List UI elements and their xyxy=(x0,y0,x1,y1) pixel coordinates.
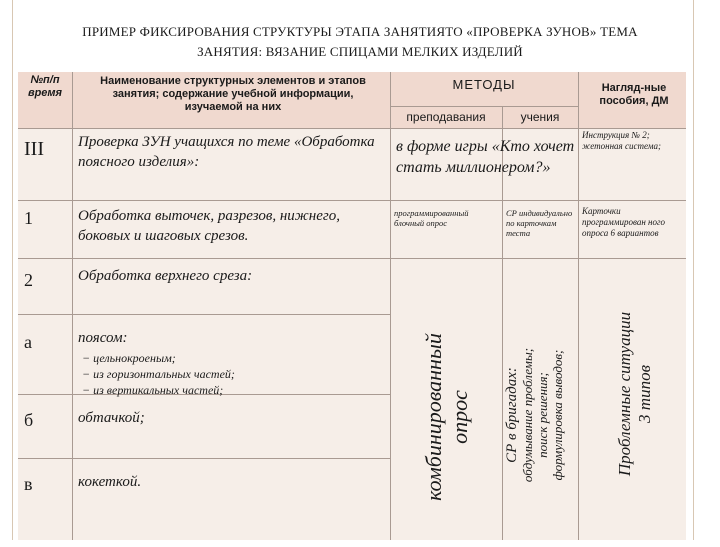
header-methods: МЕТОДЫ xyxy=(452,77,516,92)
instruction-aid: Инструкция № 2; жетонная система; xyxy=(582,130,661,151)
row-text-top-edge: Обработка верхнего среза: xyxy=(78,268,253,284)
game-method: в форме игры «Кто хочет стать миллионером?» xyxy=(396,138,575,176)
header-elements: Наименование структурных элементов и этапов занятия; содержание учебной информации, изучаемой на них xyxy=(100,75,366,113)
row-num-b: б xyxy=(24,410,34,430)
quiz-cards-aid: Карточки программирован ного опроса 6 вариантов xyxy=(582,206,666,238)
group-work-vertical: СР в бригадах: обдумывание проблемы; поиск решения; формулировка выводов; xyxy=(504,347,565,483)
row-text-darts: Обработка выточек, разрезов, нижнего, боковых и шаговых срезов. xyxy=(78,208,340,244)
belt-options-list xyxy=(78,350,384,398)
row-text-yoke: кокеткой. xyxy=(78,474,142,490)
row-num-2: 2 xyxy=(24,270,33,290)
row-num-v: в xyxy=(24,474,33,494)
row-text-facing: обтачкой; xyxy=(78,410,145,426)
row-text-belt: поясом: xyxy=(78,330,128,346)
programmed-quiz: программированный блочный опрос xyxy=(394,208,469,228)
belt-option: − из вертикальных частей; xyxy=(82,383,224,397)
problem-situations-vertical: Проблемные ситуации 3 типов xyxy=(615,311,654,477)
slide-title-line1: ПРИМЕР ФИКСИРОВАНИЯ СТРУКТУРЫ ЭТАПА ЗАНЯТИЯТО «ПРОВЕРКА ЗУНОВ» ТЕМА xyxy=(82,24,638,39)
row-num-1: 1 xyxy=(24,208,33,228)
row-text-check: Проверка ЗУН учащихся по теме «Обработка поясного изделия»: xyxy=(78,134,375,170)
header-visual-aids: Нагляд-ные пособия, ДМ xyxy=(599,82,669,107)
header-number-time: №п/п время xyxy=(27,74,63,99)
belt-option: − цельнокроеным; xyxy=(82,351,176,365)
row-num-III: III xyxy=(24,138,44,160)
combined-quiz-vertical: комбинированный опрос xyxy=(421,333,472,501)
structure-table xyxy=(18,72,686,540)
row-num-a: а xyxy=(24,332,32,352)
header-teaching: преподавания xyxy=(406,110,486,124)
slide-title-line2: ЗАНЯТИЯ: ВЯЗАНИЕ СПИЦАМИ МЕЛКИХ ИЗДЕЛИЙ xyxy=(197,44,523,59)
header-learning: учения xyxy=(520,110,560,124)
individual-work: СР индивидуально по карточкам теста xyxy=(506,208,573,238)
belt-option: − из горизонтальных частей; xyxy=(82,367,235,381)
